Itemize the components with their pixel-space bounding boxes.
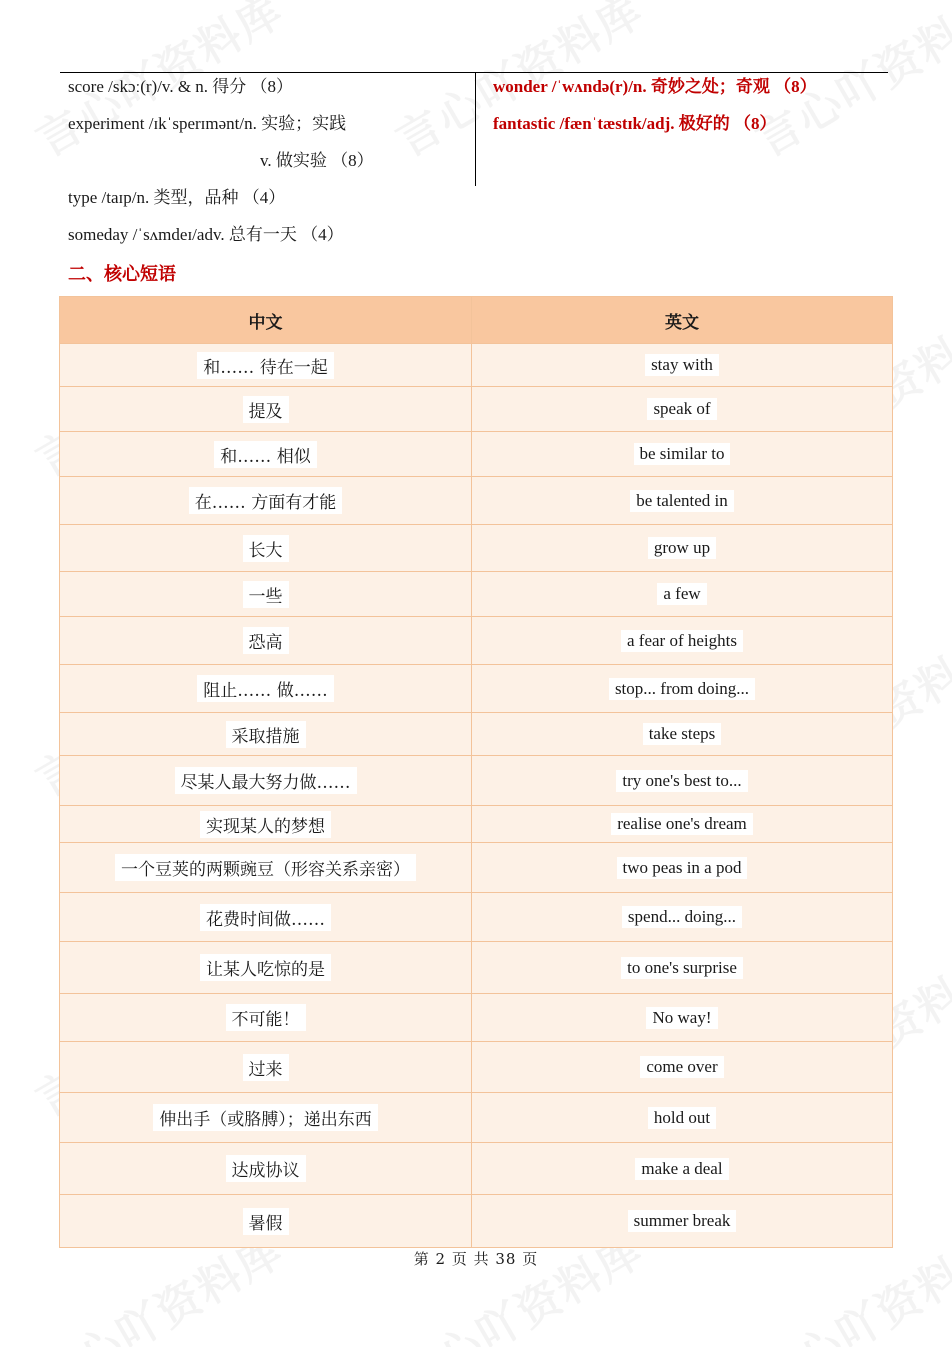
- en-text: stop... from doing...: [609, 678, 755, 700]
- en-text: two peas in a pod: [617, 857, 748, 879]
- en-cell: [472, 843, 893, 893]
- cn-text: 恐高: [243, 627, 289, 654]
- table-row: [60, 387, 893, 432]
- cn-text: 尽某人最大努力做……: [175, 767, 357, 794]
- cn-cell: [60, 994, 472, 1042]
- en-cell: [472, 942, 893, 994]
- en-text: to one's surprise: [621, 957, 743, 979]
- cn-cell: [60, 893, 472, 942]
- cn-text: 和…… 待在一起: [197, 352, 333, 379]
- cn-cell: [60, 713, 472, 756]
- table-row: [60, 432, 893, 477]
- table-row: [60, 665, 893, 713]
- cn-text: 和…… 相似: [214, 441, 316, 468]
- vocab-entry-someday: someday /ˈsʌmdeɪ/adv. 总有一天 （4）: [68, 225, 344, 244]
- cn-text: 过来: [243, 1054, 289, 1081]
- en-text: take steps: [643, 723, 722, 745]
- en-text: stay with: [645, 354, 719, 376]
- table-row: [60, 806, 893, 843]
- phrase-table: [59, 296, 893, 1248]
- cn-cell: [60, 1143, 472, 1195]
- en-cell: [472, 1143, 893, 1195]
- en-text: be similar to: [634, 443, 731, 465]
- en-text: make a deal: [635, 1158, 728, 1180]
- en-cell: [472, 893, 893, 942]
- en-cell: [472, 806, 893, 843]
- en-text: a few: [657, 583, 706, 605]
- en-text: realise one's dream: [611, 813, 753, 835]
- table-row: [60, 1093, 893, 1143]
- vocab-entry-experiment-verb: v. 做实验 （8）: [260, 151, 374, 170]
- cn-cell: [60, 432, 472, 477]
- table-row: [60, 344, 893, 387]
- vocab-column-divider: [475, 72, 476, 186]
- en-text: come over: [640, 1056, 723, 1078]
- table-row: [60, 942, 893, 994]
- en-cell: [472, 713, 893, 756]
- table-row: [60, 572, 893, 617]
- section-title: 二、核心短语: [68, 264, 176, 285]
- table-row: [60, 713, 893, 756]
- cn-text: 在…… 方面有才能: [189, 487, 342, 514]
- en-text: hold out: [648, 1107, 716, 1129]
- en-cell: [472, 756, 893, 806]
- cn-text: 伸出手（或胳膊）；递出东西: [153, 1104, 378, 1131]
- cn-text: 一个豆荚的两颗豌豆（形容关系亲密）: [115, 854, 416, 881]
- en-cell: [472, 477, 893, 525]
- en-text: spend... doing...: [622, 906, 742, 928]
- cn-cell: [60, 665, 472, 713]
- en-text: grow up: [648, 537, 716, 559]
- en-cell: [472, 525, 893, 572]
- cn-cell: [60, 806, 472, 843]
- cn-text: 一些: [243, 581, 289, 608]
- en-cell: [472, 344, 893, 387]
- en-cell: [472, 665, 893, 713]
- cn-text: 阻止…… 做……: [197, 675, 333, 702]
- vocab-entry-type: type /taɪp/n. 类型，品种 （4）: [68, 188, 286, 207]
- vocab-top-rule: [60, 72, 888, 73]
- en-text: summer break: [628, 1210, 737, 1232]
- en-cell: [472, 1093, 893, 1143]
- en-cell: [472, 1195, 893, 1248]
- cn-text: 花费时间做……: [200, 904, 331, 931]
- en-text: try one's best to...: [616, 770, 747, 792]
- vocab-entry-score: score /skɔː(r)/v. & n. 得分 （8）: [68, 77, 294, 96]
- table-row: [60, 893, 893, 942]
- en-cell: [472, 1042, 893, 1093]
- cn-cell: [60, 1042, 472, 1093]
- page-footer: 第 2 页 共 38 页: [413, 1250, 539, 1268]
- vocab-entry-experiment: experiment /ɪkˈsperɪmənt/n. 实验；实践: [68, 114, 347, 133]
- table-header-row: [60, 297, 893, 344]
- cn-cell: [60, 572, 472, 617]
- header-en: 英文: [472, 297, 893, 344]
- cn-text: 提及: [243, 396, 289, 423]
- cn-text: 让某人吃惊的是: [200, 954, 331, 981]
- cn-cell: [60, 617, 472, 665]
- en-text: speak of: [647, 398, 716, 420]
- table-row: [60, 1042, 893, 1093]
- en-text: a fear of heights: [621, 630, 743, 652]
- cn-cell: [60, 477, 472, 525]
- en-cell: [472, 617, 893, 665]
- cn-text: 实现某人的梦想: [200, 811, 331, 838]
- vocabulary-block: [60, 60, 888, 260]
- cn-cell: [60, 344, 472, 387]
- cn-text: 长大: [243, 535, 289, 562]
- vocab-entry-fantastic: fantastic /fænˈtæstɪk/adj. 极好的 （8）: [493, 114, 777, 133]
- en-cell: [472, 572, 893, 617]
- en-cell: [472, 994, 893, 1042]
- cn-cell: [60, 525, 472, 572]
- table-row: [60, 1143, 893, 1195]
- cn-text: 不可能！: [226, 1004, 306, 1031]
- cn-text: 达成协议: [226, 1155, 306, 1182]
- en-text: No way!: [646, 1007, 717, 1029]
- cn-cell: [60, 1195, 472, 1248]
- cn-cell: [60, 1093, 472, 1143]
- header-cn: 中文: [60, 297, 472, 344]
- en-cell: [472, 387, 893, 432]
- cn-text: 暑假: [243, 1208, 289, 1235]
- vocab-entry-wonder: wonder /ˈwʌndə(r)/n. 奇妙之处；奇观 （8）: [493, 77, 817, 96]
- table-row: [60, 756, 893, 806]
- cn-cell: [60, 843, 472, 893]
- cn-cell: [60, 942, 472, 994]
- cn-text: 采取措施: [226, 721, 306, 748]
- table-row: [60, 617, 893, 665]
- en-text: be talented in: [630, 490, 734, 512]
- cn-cell: [60, 756, 472, 806]
- cn-cell: [60, 387, 472, 432]
- table-row: [60, 1195, 893, 1248]
- en-cell: [472, 432, 893, 477]
- table-row: [60, 477, 893, 525]
- table-row: [60, 843, 893, 893]
- table-row: [60, 994, 893, 1042]
- table-row: [60, 525, 893, 572]
